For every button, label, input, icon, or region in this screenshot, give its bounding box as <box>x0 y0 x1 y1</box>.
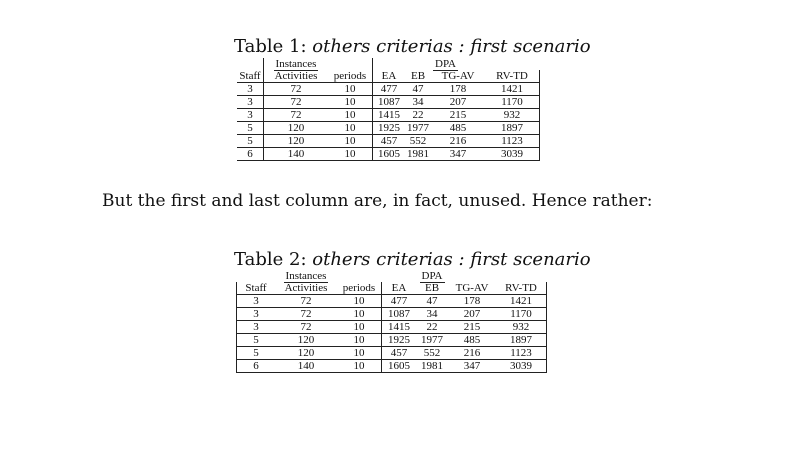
table-cell: 34 <box>405 96 431 109</box>
table-cell: 485 <box>448 334 496 347</box>
table-cell: 5 <box>237 334 276 347</box>
table1-col-header: TG-AV <box>441 70 475 82</box>
table-cell: 216 <box>448 347 496 360</box>
table-cell: 552 <box>416 347 448 360</box>
table-row <box>237 347 547 360</box>
table-cell: 10 <box>337 360 382 373</box>
table-cell: 932 <box>485 109 540 122</box>
table-cell: 1925 <box>382 334 417 347</box>
table-cell: 457 <box>382 347 417 360</box>
table-cell: 1123 <box>485 135 540 148</box>
table-cell: 1897 <box>496 334 547 347</box>
table2-group-header <box>237 270 547 282</box>
table-cell: 1421 <box>496 295 547 308</box>
table1-group-instances: Instances <box>275 58 317 70</box>
table-cell: 6 <box>237 148 264 161</box>
table-cell: 72 <box>275 321 337 334</box>
table1-col-header: EA <box>373 70 406 83</box>
table1-col-header: EB <box>410 70 426 82</box>
table-cell: 477 <box>373 83 406 96</box>
table-cell: 22 <box>416 321 448 334</box>
table-cell: 485 <box>431 122 485 135</box>
table-cell: 120 <box>264 122 329 135</box>
table2-col-header: EA <box>382 282 417 295</box>
table-cell: 140 <box>275 360 337 373</box>
table-cell: 10 <box>337 334 382 347</box>
table-cell: 5 <box>237 122 264 135</box>
table-cell: 10 <box>328 109 373 122</box>
table2-col-header: EB <box>416 282 448 295</box>
table2-col-header: TG-AV <box>448 282 496 295</box>
table-cell: 72 <box>264 96 329 109</box>
table-cell: 10 <box>337 308 382 321</box>
table-row <box>237 295 547 308</box>
table-cell: 1170 <box>496 308 547 321</box>
table-cell: 3039 <box>485 148 540 161</box>
table-cell: 34 <box>416 308 448 321</box>
table-cell: 72 <box>264 109 329 122</box>
table-cell: 6 <box>237 360 276 373</box>
table-row <box>237 122 540 135</box>
table-cell: 1981 <box>407 148 429 160</box>
table-cell: 3 <box>237 295 276 308</box>
table-cell: 72 <box>264 83 329 96</box>
table2-title: others criterias : first scenario <box>312 249 591 270</box>
table-cell: 1977 <box>407 122 429 134</box>
table-cell: 207 <box>448 308 496 321</box>
table-cell: 10 <box>328 83 373 96</box>
table-cell: 3 <box>237 109 264 122</box>
table-cell: 3 <box>237 96 264 109</box>
table-cell: 10 <box>337 321 382 334</box>
table-cell: 3039 <box>496 360 547 373</box>
table-cell: 1087 <box>373 96 406 109</box>
table-cell: 477 <box>382 295 417 308</box>
table-cell: 932 <box>496 321 547 334</box>
table-row <box>237 148 540 161</box>
table1-col-header: periods <box>333 70 367 82</box>
table-cell: 10 <box>328 148 373 161</box>
table2-col-header: Staff <box>237 282 276 295</box>
table-cell: 207 <box>431 96 485 109</box>
table-cell: 347 <box>448 360 496 373</box>
table-cell: 72 <box>275 308 337 321</box>
table-cell: 215 <box>448 321 496 334</box>
table-cell: 72 <box>275 295 337 308</box>
table1-label: Table 1: <box>234 36 307 57</box>
table-cell: 1605 <box>373 148 406 161</box>
table1-column-header <box>237 70 540 83</box>
table1-col-header: RV-TD <box>485 70 540 83</box>
table-cell: 1415 <box>382 321 417 334</box>
table-cell: 10 <box>337 347 382 360</box>
table-cell: 1087 <box>382 308 417 321</box>
table-cell: 347 <box>431 148 485 161</box>
table2-group-instances: Instances <box>285 270 327 282</box>
table-cell: 5 <box>237 347 276 360</box>
table-cell: 216 <box>431 135 485 148</box>
table-cell: 10 <box>337 295 382 308</box>
table-cell: 10 <box>328 122 373 135</box>
table-row <box>237 96 540 109</box>
table-cell: 120 <box>275 347 337 360</box>
table2-label: Table 2: <box>234 249 307 270</box>
table1-col-header: Staff <box>239 70 261 82</box>
table-cell: 1925 <box>373 122 406 135</box>
table-row <box>237 308 547 321</box>
table-cell: 47 <box>405 83 431 96</box>
table-row <box>237 360 547 373</box>
table-cell: 1605 <box>382 360 417 373</box>
table2 <box>236 270 547 373</box>
table-cell: 215 <box>431 109 485 122</box>
table2-column-header <box>237 282 547 295</box>
table2-col-header: periods <box>337 282 382 295</box>
table-cell: 3 <box>237 308 276 321</box>
table-cell: 140 <box>264 148 329 161</box>
table-row <box>237 334 547 347</box>
table1 <box>237 58 540 161</box>
body-paragraph: But the first and last column are, in fact, unused. Hence rather: <box>102 191 653 211</box>
table1-group-header <box>237 58 540 70</box>
table-row <box>237 321 547 334</box>
table-cell: 120 <box>264 135 329 148</box>
table-cell: 552 <box>405 135 431 148</box>
table-cell: 10 <box>328 96 373 109</box>
table-cell: 1123 <box>496 347 547 360</box>
table-cell: 178 <box>431 83 485 96</box>
table2-group-dpa: DPA <box>421 270 443 282</box>
table-cell: 1421 <box>485 83 540 96</box>
table-cell: 1170 <box>485 96 540 109</box>
table-row <box>237 135 540 148</box>
table1-title: others criterias : first scenario <box>312 36 591 57</box>
table-cell: 10 <box>328 135 373 148</box>
table-cell: 178 <box>448 295 496 308</box>
table2-caption <box>234 249 591 270</box>
table-cell: 3 <box>237 83 264 96</box>
table-cell: 1415 <box>373 109 406 122</box>
table2-col-header: Activities <box>275 282 337 295</box>
table-cell: 47 <box>416 295 448 308</box>
table1-col-header: Activities <box>264 70 329 83</box>
table-cell: 1897 <box>485 122 540 135</box>
table-cell: 5 <box>237 135 264 148</box>
table2-col-header: RV-TD <box>496 282 547 295</box>
table-row <box>237 109 540 122</box>
table-cell: 457 <box>373 135 406 148</box>
table-cell: 1981 <box>416 360 448 373</box>
table-row <box>237 83 540 96</box>
table-cell: 120 <box>275 334 337 347</box>
table-cell: 1977 <box>416 334 448 347</box>
table1-group-dpa: DPA <box>435 58 456 70</box>
table-cell: 22 <box>405 109 431 122</box>
table1-caption <box>234 36 591 57</box>
table-cell: 3 <box>237 321 276 334</box>
